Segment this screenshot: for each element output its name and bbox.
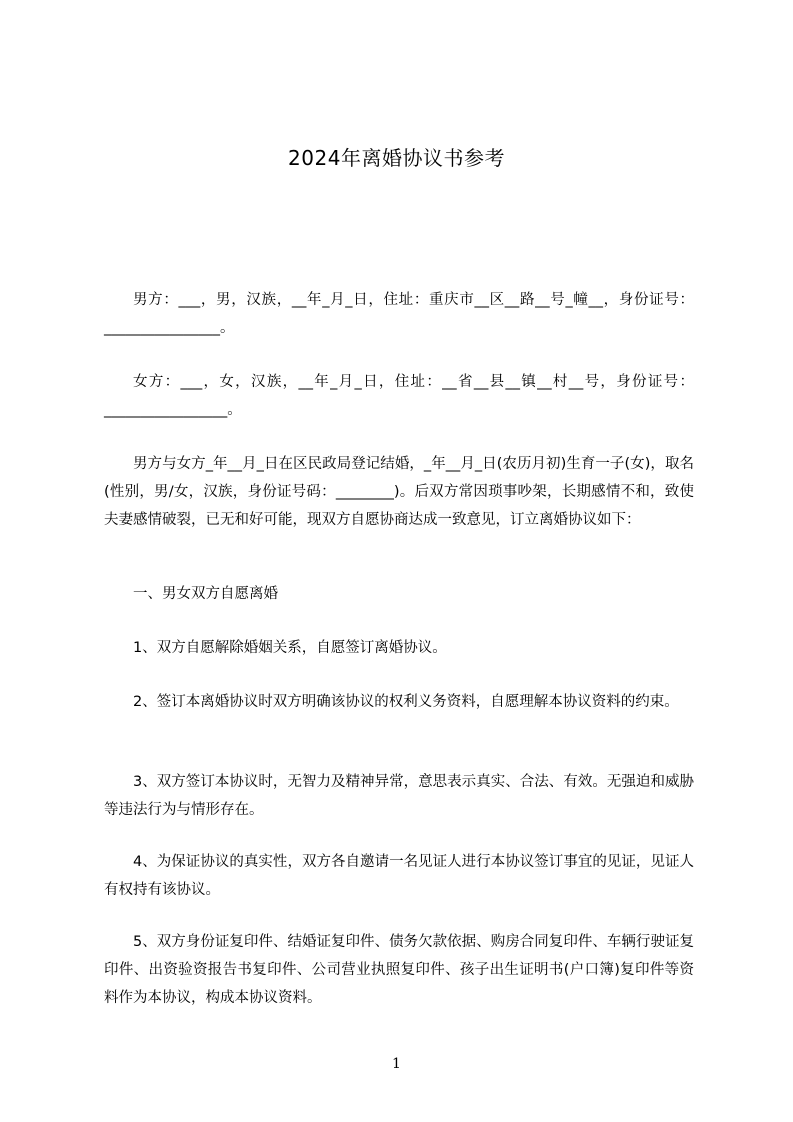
clause-4: 4、为保证协议的真实性，双方各自邀请一名见证人进行本协议签订事宜的见证，见证人有权持有该协议。 bbox=[104, 854, 694, 898]
paragraph-male-party: 男方：___，男，汉族，__年_月_日，住址：重庆市__区__路__号_幢__，身份证号：________________。 bbox=[104, 292, 694, 336]
page-number: 1 bbox=[392, 1056, 401, 1072]
clause-2: 2、签订本离婚协议时双方明确该协议的权利义务资料，自愿理解本协议资料的约束。 bbox=[133, 694, 679, 710]
document-title: 2024年离婚协议书参考 bbox=[288, 146, 505, 170]
paragraph-marriage-background: 男方与女方_年__月_日在区民政局登记结婚，_年__月_日(农历月初)生育一子(女)，取名(性别，男/女，汉族，身份证号码：________)。后双方常因琐事吵架，长期感情不和，致使夫妻感情破裂，已无和好可能，现双方自愿协商达成一致意见，订立离婚协议如下： bbox=[104, 456, 694, 528]
section-heading-voluntary-divorce: 一、男女双方自愿离婚 bbox=[133, 586, 278, 602]
paragraph-female-party: 女方：___，女，汉族，__年_月_日，住址：__省__县__镇__村__号，身份证号：_________________。 bbox=[104, 374, 694, 418]
clause-3: 3、双方签订本协议时，无智力及精神异常，意思表示真实、合法、有效。无强迫和威胁等违法行为与情形存在。 bbox=[104, 774, 694, 818]
clause-1: 1、双方自愿解除婚姻关系，自愿签订离婚协议。 bbox=[133, 640, 447, 656]
clause-5: 5、双方身份证复印件、结婚证复印件、债务欠款依据、购房合同复印件、车辆行驶证复印件、出资验资报告书复印件、公司营业执照复印件、孩子出生证明书(户口簿)复印件等资料作为本协议，构成本协议资料。 bbox=[104, 934, 694, 1006]
